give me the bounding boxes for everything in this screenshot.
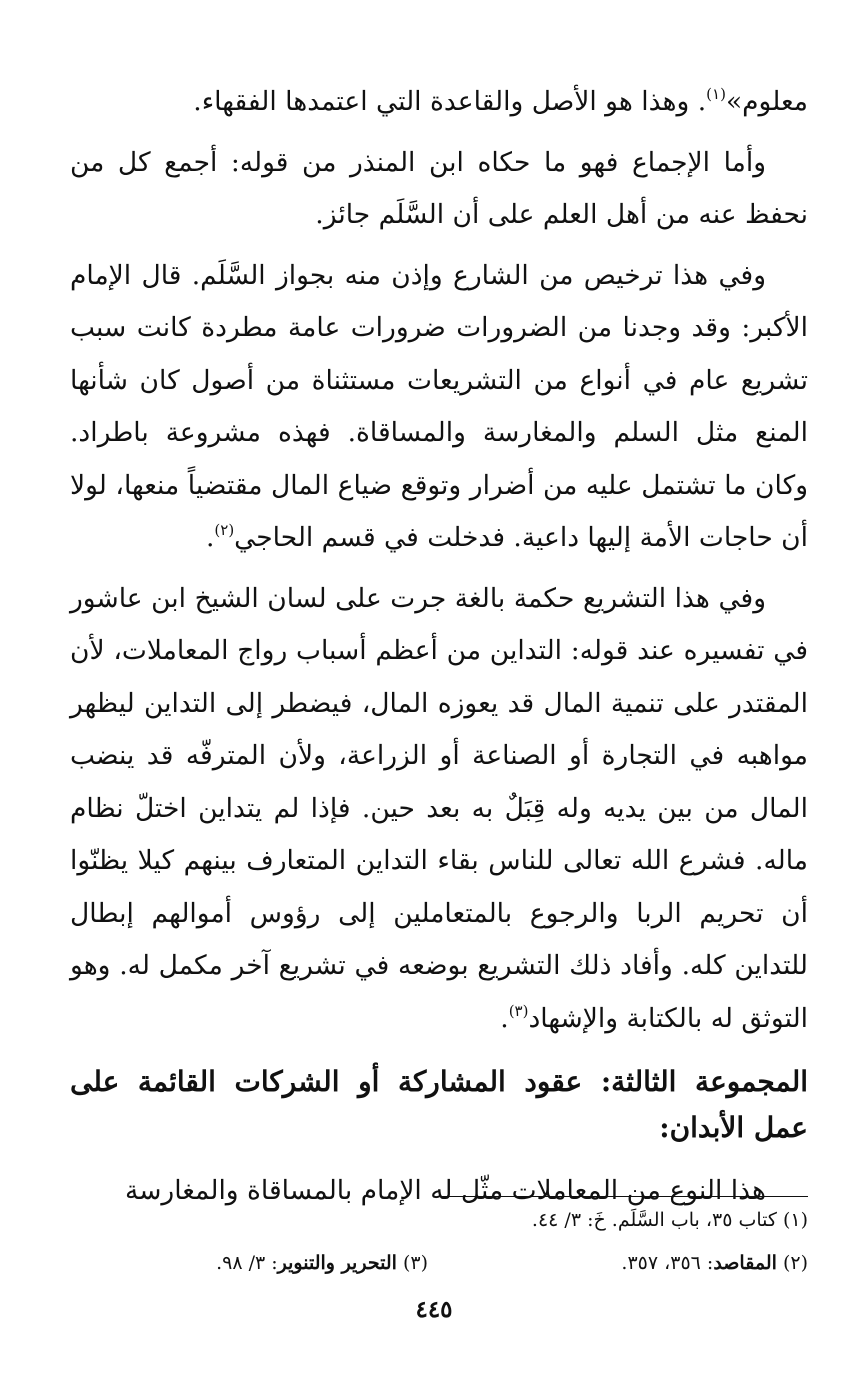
footnote-2: [621, 1250, 808, 1276]
footnote-2-rest: : ٣٥٦، ٣٥٧.: [621, 1252, 714, 1274]
paragraph-3: [70, 250, 808, 565]
page-number: ٤٤٥: [415, 1296, 453, 1323]
footnote-divider: [438, 1196, 808, 1197]
footnote-3-title: التحرير والتنوير: [277, 1252, 397, 1274]
footnote-ref-1: (١): [706, 85, 726, 103]
footnote-2-title: المقاصد: [713, 1252, 777, 1274]
page-body: [70, 76, 808, 1218]
paragraph-2: وأما الإجماع فهو ما حكاه ابن المنذر من قوله: أجمع كل من نحفظ عنه من أهل العلم على أن السَّلَم جائز.: [70, 146, 808, 230]
footnote-ref-2: (٢): [214, 521, 235, 539]
footnote-2-number: (٢): [782, 1252, 808, 1274]
section-heading: المجموعة الثالثة: عقود المشاركة أو الشركات القائمة على عمل الأبدان:: [70, 1065, 809, 1144]
paragraph-3-end: .: [205, 522, 215, 553]
paragraph-4-text: وفي هذا التشريع حكمة بالغة جرت على لسان الشيخ ابن عاشور في تفسيره عند قوله: التداين من أعظم أسباب رواج المعاملات، لأن المقتدر على تنمية المال قد يعوزه المال، فيضطر إلى التداين ليظهر مواهبه في التجارة أو الصناعة أو الزراعة، ولأن المترفّه قد ينضب المال من بين يديه وله قِبَلٌ به بعد حين. فإذا لم يتداين اختلّ نظام ماله. فشرع الله تعالى للناس بقاء التداين المتعارف بينهم كيلا يظنّوا أن تحريم الربا والرجوع بالمتعاملين إلى رؤوس أموالهم إبطال للتداين كله. وأفاد ذلك التشريع بوضعه في تشريع آخر مكمل له. وهو التوثق له بالكتابة والإشهاد: [70, 582, 808, 1034]
footnote-ref-3: (٣): [508, 1001, 529, 1020]
paragraph-1-text: معلوم»: [725, 86, 808, 117]
footnote-1: (١) كتاب ٣٥، باب السَّلَم. خَ: ٣/ ٤٤.: [531, 1209, 808, 1231]
paragraph-1-rest: . وهذا هو الأصل والقاعدة التي اعتمدها الفقهاء.: [193, 86, 707, 117]
paragraph-5: هذا النوع من المعاملات مثّل له الإمام بالمساقاة والمغارسة: [124, 1175, 766, 1206]
paragraph-4-end: .: [500, 1002, 509, 1034]
paragraph-4: [70, 573, 808, 1046]
paragraph-3-text: وفي هذا ترخيص من الشارع وإذن منه بجواز السَّلَم. قال الإمام الأكبر: وقد وجدنا من الضرورات ضرورات عامة مطردة كانت سبب تشريع عام في أنواع من التشريعات مستثناة من أصول كان شأنها المنع مثل السلم والمغارسة والمساقاة. فهذه مشروعة باطراد. وكان ما تشتمل عليه من أضرار وتوقع ضياع المال مقتضياً منعها، لولا أن حاجات الأمة إليها داعية. فدخلت في قسم الحاجي: [70, 259, 808, 553]
paragraph-1: [70, 76, 808, 129]
footnote-3-number: (٣): [402, 1252, 428, 1274]
footnote-3: [216, 1250, 428, 1276]
footnote-3-rest: : ٣/ ٩٨.: [216, 1252, 278, 1274]
